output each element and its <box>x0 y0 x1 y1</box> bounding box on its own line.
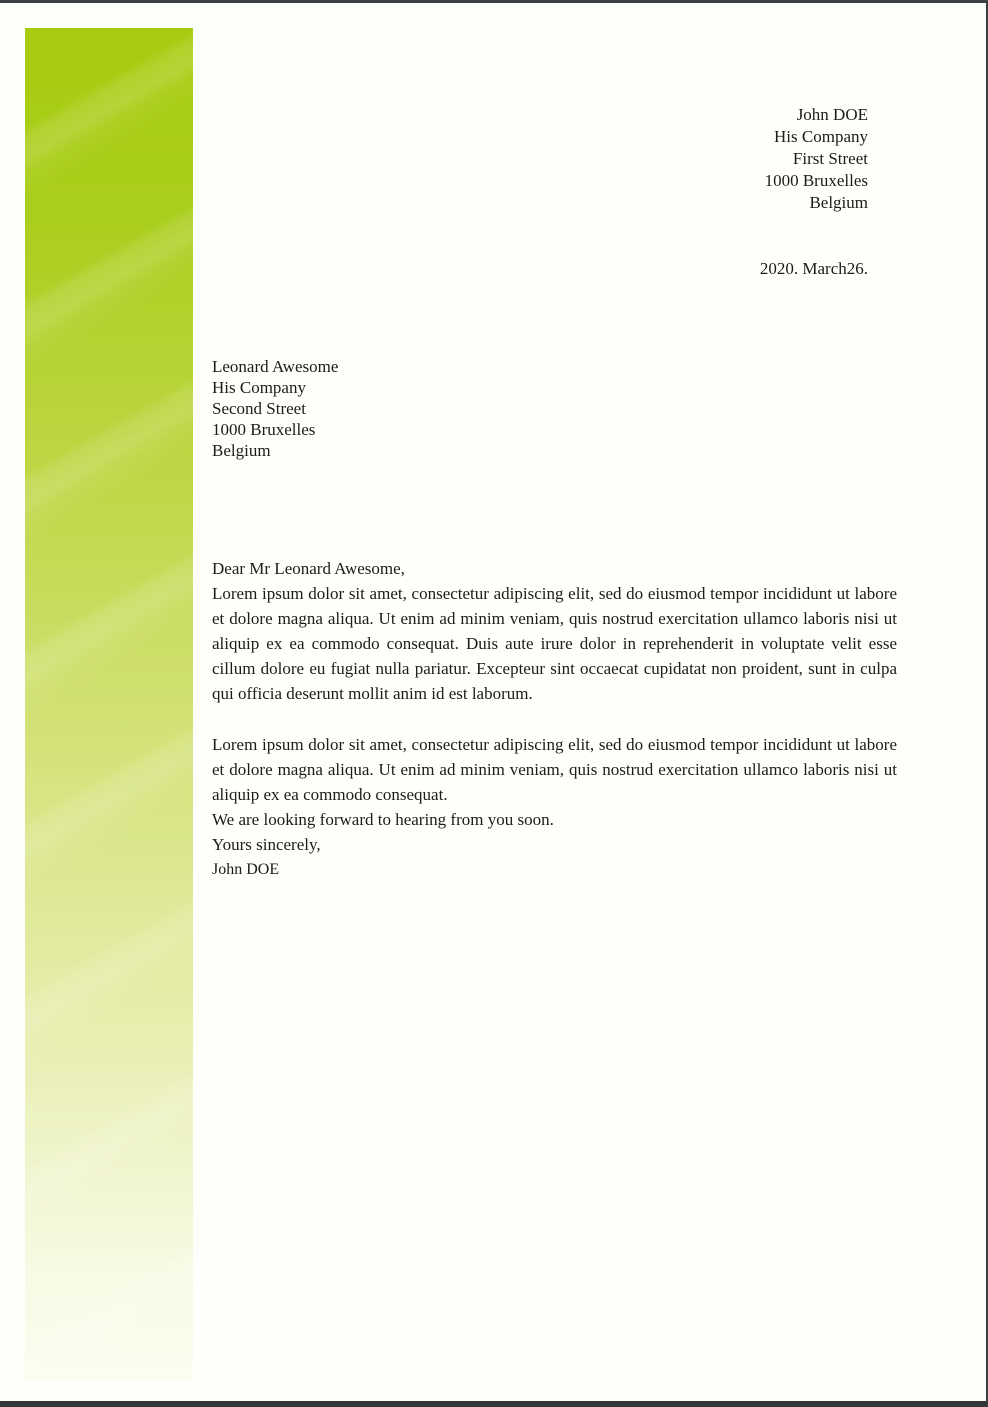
salutation: Dear Mr Leonard Awesome, <box>212 559 405 578</box>
signature-name: John DOE <box>212 861 280 878</box>
recipient-company: His Company <box>212 378 306 397</box>
recipient-address-block <box>212 356 338 461</box>
body-paragraph-2: Lorem ipsum dolor sit amet, consectetur adipiscing elit, sed do eiusmod tempor incididunt ut labore et dolore magna aliqua. Ut enim ad minim veniam, quis nostrud exercitation ullamco laboris nisi ut aliquip ex ea commodo consequat. <box>212 735 897 804</box>
sender-country: Belgium <box>809 193 868 212</box>
window-top-bar <box>0 0 988 3</box>
sender-address-block <box>765 104 868 214</box>
recipient-name: Leonard Awesome <box>212 357 339 376</box>
signoff: Yours sincerely, <box>212 835 321 854</box>
gradient-accent-stripe <box>25 28 193 1380</box>
sender-city: 1000 Bruxelles <box>764 171 868 190</box>
letter-date: 2020. March26. <box>759 259 868 278</box>
sender-street: First Street <box>792 149 868 168</box>
window-bottom-bar <box>0 1401 988 1407</box>
sender-company: His Company <box>774 127 868 146</box>
recipient-city: 1000 Bruxelles <box>212 420 316 439</box>
sender-name: John DOE <box>796 105 868 124</box>
body-paragraph-1: Lorem ipsum dolor sit amet, consectetur adipiscing elit, sed do eiusmod tempor incididunt ut labore et dolore magna aliqua. Ut enim ad minim veniam, quis nostrud exercitation ullamco laboris nisi ut aliquip ex ea commodo consequat. Duis aute irure dolor in reprehenderit in voluptate velit esse cillum dolore eu fugiat nulla pariatur. Excepteur sint occaecat cupidatat non proident, sunt in culpa qui officia deserunt mollit anim id est laborum. <box>212 584 897 703</box>
recipient-country: Belgium <box>212 441 271 460</box>
letter-body <box>212 556 897 882</box>
closing-line: We are looking forward to hearing from you soon. <box>212 810 554 829</box>
recipient-street: Second Street <box>212 399 306 418</box>
